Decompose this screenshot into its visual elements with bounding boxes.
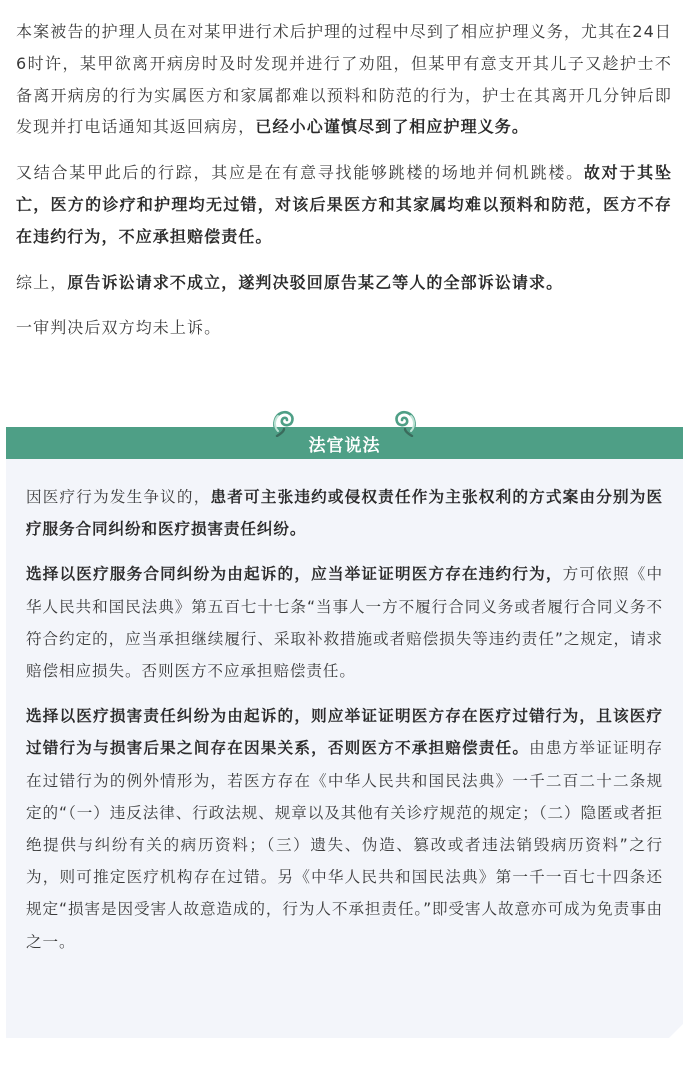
section-header-bar	[6, 427, 683, 459]
bold-text-run: 选择以医疗损害责任纠纷为由起诉的，则应举证证明医方存在医疗过错行为，且该医疗过错行为与损害后果之间存在因果关系，否则医方不承担赔偿责任。	[26, 707, 663, 758]
text-run: 又结合某甲此后的行踪，其应是在有意寻找能够跳楼的场地并伺机跳楼。	[16, 163, 584, 183]
paragraph-no-appeal	[16, 312, 672, 344]
paragraph-tort-dispute	[26, 700, 663, 958]
article-body-top	[16, 16, 672, 358]
paragraph-conclusion	[16, 267, 672, 299]
text-run: 综上，	[16, 272, 68, 292]
paragraph-contract-dispute	[26, 558, 663, 687]
swirl-ornament-icon	[271, 407, 297, 437]
text-run: 方可依照《中华人民共和国民法典》第五百七十七条“当事人一方不履行合同义务或者履行合同义务不符合约定的，应当承担继续履行、采取补救措施或者赔偿损失等违约责任”之规定，请求赔偿相应损失。否则医方不应承担赔偿责任。	[26, 565, 663, 681]
paragraph-nursing-duty	[16, 16, 672, 143]
judge-commentary-section	[6, 405, 683, 1038]
commentary-panel	[6, 459, 683, 1038]
bold-text-run: 患者可主张违约或侵权责任作为主张权利的方式案由分别为医疗服务合同纠纷和医疗损害责任纠纷。	[26, 488, 663, 539]
text-run: 本案被告的护理人员在对某甲进行术后护理的过程中尽到了相应护理义务，尤其在24日6时许，某甲欲离开病房时及时发现并进行了劝阻，但某甲有意支开其儿子又趁护士不备离开病房的行为实属医方和家属都难以预料和防范的行为，护士在其离开几分钟后即发现并打电话通知其返回病房，	[16, 22, 672, 137]
bold-text-run: 原告诉讼请求不成立，遂判决驳回原告某乙等人的全部诉讼请求。	[67, 272, 564, 292]
section-title: 法官说法	[308, 435, 381, 456]
text-run: 一审判决后双方均未上诉。	[16, 318, 222, 338]
text-run: 由患方举证证明存在过错行为的例外情形为，若医方存在《中华人民共和国民法典》一千二百二十二条规定的“（一）违反法律、行政法规、规章以及其他有关诊疗规范的规定；（二）隐匿或者拒绝提供与纠纷有关的病历资料；（三）遗失、伪造、篡改或者违法销毁病历资料”之行为，则可推定医疗机构存在过错。另《中华人民共和国民法典》第一千一百七十四条还规定“损害是因受害人故意造成的，行为人不承担责任。”即受害人故意亦可成为免责事由之一。	[26, 739, 663, 951]
bold-text-run: 选择以医疗服务合同纠纷为由起诉的，应当举证证明医方存在违约行为，	[26, 565, 563, 584]
paragraph-cause-of-action	[26, 481, 663, 545]
swirl-ornament-icon	[392, 407, 418, 437]
panel-corner-fold	[669, 1024, 683, 1038]
section-header-decoration	[6, 405, 683, 427]
text-run: 因医疗行为发生争议的，	[26, 488, 211, 506]
bold-text-run: 已经小心谨慎尽到了相应护理义务。	[255, 117, 530, 137]
bold-text-run: 故对于其坠亡，医方的诊疗和护理均无过错，对该后果医方和其家属均难以预料和防范，医方不存在违约行为，不应承担赔偿责任。	[16, 163, 672, 246]
paragraph-no-fault	[16, 157, 672, 252]
